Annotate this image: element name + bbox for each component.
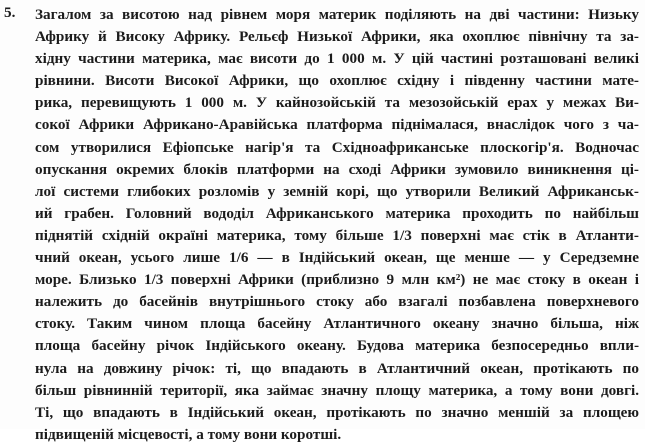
text-line: хідну частини материка, має висоти до 1 000 м. У цій частині розташовані великі	[35, 50, 639, 68]
task-number: 5.	[4, 4, 16, 21]
text-line: сокої Африки Африкано-Аравійська платформа піднімалася, внаслідок чого з ча-	[35, 116, 639, 134]
text-line: стоку. Таким чином площа басейну Атлантичного океану значно більша, ніж	[35, 315, 639, 333]
text-line: більш рівнинній території, яка займає значну площу материка, а тому вони довгі.	[35, 381, 639, 399]
text-line: опускання окремих блоків платформи на сході Африки зумовило виникнення ці-	[35, 160, 639, 178]
text-line: Ті, що впадають в Індійський океан, протікають по значно меншій за площею	[35, 403, 639, 421]
text-line: рика, перевищують 1 000 м. У кайнозойській та мезозойській ерах у межах Ви-	[35, 94, 639, 112]
text-line: ий грабен. Головний вододіл Африканського материка проходить по найбільш	[35, 204, 639, 222]
text-line: сом утворилися Ефіопське нагір'я та Східноафриканське плоскогір'я. Водночас	[35, 138, 639, 156]
text-line: чний океан, усього лише 1/6 — в Індійський океан, ще менше — у Середземне	[35, 249, 639, 267]
text-line: лої системи глибоких розломів у земній корі, що утворили Великий Африканськ-	[35, 182, 639, 200]
text-line: нула на довжину річок: ті, що впадають в Атлантичний океан, протікають по	[35, 359, 639, 377]
text-line: рівнини. Висоти Високої Африки, що охоплює східну і південну частини мате-	[35, 72, 639, 90]
text-line: належить до басейнів внутрішнього стоку або взагалі позбавлена поверхневого	[35, 293, 639, 311]
text-line: Загалом за висотою над рівнем моря материк поділяють на дві частини: Низьку	[35, 6, 639, 23]
text-line: море. Близько 1/3 поверхні Африки (приблизно 9 млн км²) не має стоку в океан і	[35, 271, 639, 289]
text-line: Африку й Високу Африку. Рельєф Низької Африки, яка охоплює північну та за-	[35, 28, 639, 46]
text-line-last: підвищеній місцевості, а тому вони коротші.	[35, 425, 342, 443]
text-line: площа басейну річок Індійського океану. Будова материка безпосередньо впли-	[35, 337, 639, 355]
text-line: піднятій східній окраїні материка, тому більше 1/3 поверхні має стік в Атланти-	[35, 226, 639, 244]
task-text	[35, 4, 639, 446]
